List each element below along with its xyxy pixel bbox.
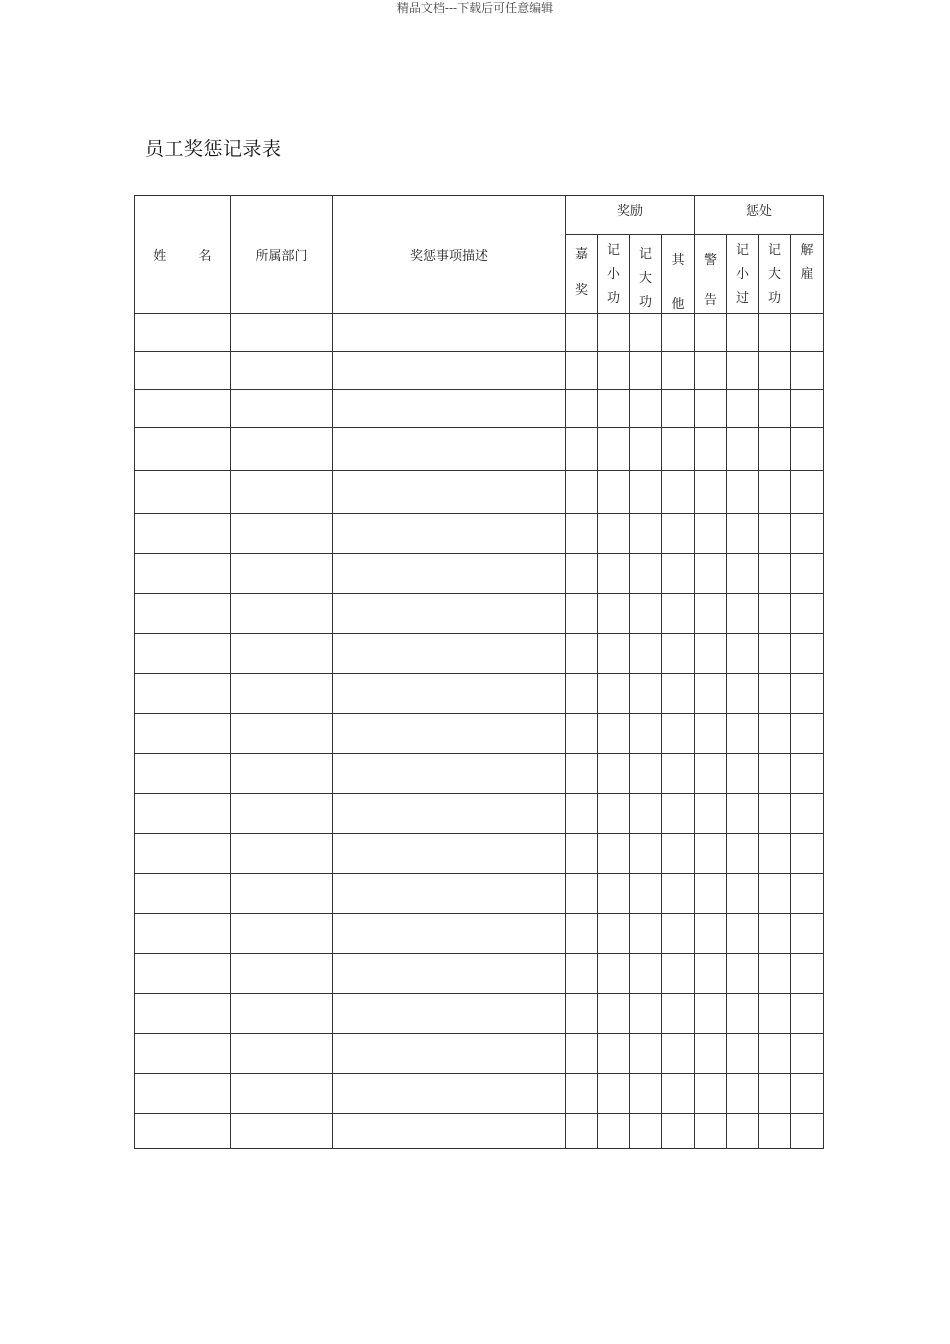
table-cell[interactable] <box>333 754 566 794</box>
table-cell[interactable] <box>695 714 727 754</box>
table-cell[interactable] <box>727 514 759 554</box>
table-cell[interactable] <box>566 754 598 794</box>
table-cell[interactable] <box>566 314 598 352</box>
table-cell[interactable] <box>333 594 566 634</box>
table-cell[interactable] <box>333 554 566 594</box>
table-cell[interactable] <box>566 874 598 914</box>
header-row-groups <box>135 196 824 235</box>
table-cell[interactable] <box>662 554 695 594</box>
table-cell[interactable] <box>630 714 662 754</box>
table-cell[interactable] <box>695 1034 727 1074</box>
table-cell[interactable] <box>791 994 824 1034</box>
table-cell[interactable] <box>791 390 824 428</box>
table-cell[interactable] <box>759 1114 791 1149</box>
table-cell[interactable] <box>695 954 727 994</box>
header-punish-major: 记 大 功 <box>759 235 791 314</box>
table-row <box>135 554 824 594</box>
table-cell[interactable] <box>598 428 630 471</box>
table-cell[interactable] <box>695 1074 727 1114</box>
table-cell[interactable] <box>759 634 791 674</box>
table-row <box>135 714 824 754</box>
table-cell[interactable] <box>662 594 695 634</box>
table-cell[interactable] <box>727 390 759 428</box>
table-cell[interactable] <box>333 954 566 994</box>
table-cell[interactable] <box>598 674 630 714</box>
table-cell[interactable] <box>231 914 333 954</box>
table-cell[interactable] <box>695 834 727 874</box>
table-cell[interactable] <box>695 352 727 390</box>
table-cell[interactable] <box>566 714 598 754</box>
table-cell[interactable] <box>759 390 791 428</box>
table-row <box>135 390 824 428</box>
table-cell[interactable] <box>598 1034 630 1074</box>
table-cell[interactable] <box>791 352 824 390</box>
table-cell[interactable] <box>662 714 695 754</box>
table-row <box>135 914 824 954</box>
table-cell[interactable] <box>231 352 333 390</box>
table-row <box>135 874 824 914</box>
table-cell[interactable] <box>333 1114 566 1149</box>
table-cell[interactable] <box>333 1034 566 1074</box>
table-row <box>135 471 824 514</box>
table-cell[interactable] <box>333 514 566 554</box>
table-cell[interactable] <box>231 314 333 352</box>
table-cell[interactable] <box>727 634 759 674</box>
table-cell[interactable] <box>231 1114 333 1149</box>
table-cell[interactable] <box>759 954 791 994</box>
table-row <box>135 834 824 874</box>
table-cell[interactable] <box>791 554 824 594</box>
table-row <box>135 1114 824 1149</box>
table-cell[interactable] <box>598 994 630 1034</box>
table-cell[interactable] <box>598 1074 630 1114</box>
table-cell[interactable] <box>333 428 566 471</box>
header-reward-commendation: 嘉 奖 <box>566 235 598 314</box>
table-cell[interactable] <box>566 390 598 428</box>
table-cell[interactable] <box>791 634 824 674</box>
table-row <box>135 1034 824 1074</box>
page-header-note: 精品文档---下载后可任意编辑 <box>396 1 554 15</box>
table-cell[interactable] <box>598 874 630 914</box>
table-cell[interactable] <box>231 874 333 914</box>
table-row <box>135 594 824 634</box>
table-cell[interactable] <box>727 554 759 594</box>
table-cell[interactable] <box>727 1114 759 1149</box>
table-cell[interactable] <box>630 1034 662 1074</box>
table-cell[interactable] <box>135 794 231 834</box>
table-cell[interactable] <box>135 594 231 634</box>
table-cell[interactable] <box>759 471 791 514</box>
table-cell[interactable] <box>333 914 566 954</box>
table-cell[interactable] <box>791 471 824 514</box>
table-cell[interactable] <box>630 754 662 794</box>
table-cell[interactable] <box>695 471 727 514</box>
table-cell[interactable] <box>231 390 333 428</box>
table-cell[interactable] <box>598 514 630 554</box>
table-cell[interactable] <box>759 1074 791 1114</box>
table-cell[interactable] <box>759 352 791 390</box>
table-cell[interactable] <box>135 674 231 714</box>
table-row <box>135 1074 824 1114</box>
table-cell[interactable] <box>231 714 333 754</box>
table-cell[interactable] <box>727 674 759 714</box>
table-cell[interactable] <box>662 1114 695 1149</box>
table-cell[interactable] <box>759 754 791 794</box>
table-cell[interactable] <box>333 834 566 874</box>
table-cell[interactable] <box>759 674 791 714</box>
table-cell[interactable] <box>231 428 333 471</box>
table-cell[interactable] <box>630 794 662 834</box>
table-cell[interactable] <box>630 874 662 914</box>
table-cell[interactable] <box>566 471 598 514</box>
table-cell[interactable] <box>791 428 824 471</box>
table-cell[interactable] <box>727 874 759 914</box>
table-cell[interactable] <box>598 352 630 390</box>
table-row <box>135 674 824 714</box>
table-cell[interactable] <box>759 428 791 471</box>
table-body <box>135 314 824 1149</box>
table-cell[interactable] <box>231 794 333 834</box>
table-cell[interactable] <box>662 954 695 994</box>
table-cell[interactable] <box>630 514 662 554</box>
table-cell[interactable] <box>333 1074 566 1114</box>
table-cell[interactable] <box>759 874 791 914</box>
table-cell[interactable] <box>791 1034 824 1074</box>
table-cell[interactable] <box>662 471 695 514</box>
table-cell[interactable] <box>727 314 759 352</box>
table-cell[interactable] <box>598 390 630 428</box>
header-reward-major-merit: 记 大 功 <box>630 235 662 314</box>
table-cell[interactable] <box>791 674 824 714</box>
table-cell[interactable] <box>662 1074 695 1114</box>
table-cell[interactable] <box>135 1074 231 1114</box>
table-cell[interactable] <box>135 471 231 514</box>
table-cell[interactable] <box>759 514 791 554</box>
table-cell[interactable] <box>695 514 727 554</box>
table-cell[interactable] <box>791 754 824 794</box>
table-cell[interactable] <box>566 834 598 874</box>
table-cell[interactable] <box>566 794 598 834</box>
table-cell[interactable] <box>662 794 695 834</box>
table-cell[interactable] <box>231 754 333 794</box>
table-row <box>135 754 824 794</box>
table-cell[interactable] <box>727 714 759 754</box>
table-cell[interactable] <box>791 1114 824 1149</box>
table-cell[interactable] <box>231 674 333 714</box>
table-cell[interactable] <box>695 794 727 834</box>
table-cell[interactable] <box>662 834 695 874</box>
table-cell[interactable] <box>727 954 759 994</box>
header-department: 所属部门 <box>231 196 333 314</box>
table-cell[interactable] <box>759 594 791 634</box>
table-cell[interactable] <box>135 954 231 994</box>
table-cell[interactable] <box>791 594 824 634</box>
table-row <box>135 428 824 471</box>
table-cell[interactable] <box>727 794 759 834</box>
table-cell[interactable] <box>566 994 598 1034</box>
table-cell[interactable] <box>231 954 333 994</box>
table-cell[interactable] <box>598 794 630 834</box>
reward-punishment-table <box>134 195 824 1149</box>
table-cell[interactable] <box>727 914 759 954</box>
table-cell[interactable] <box>662 514 695 554</box>
table-cell[interactable] <box>630 594 662 634</box>
table-cell[interactable] <box>662 428 695 471</box>
table-cell[interactable] <box>231 514 333 554</box>
table-cell[interactable] <box>566 674 598 714</box>
table-cell[interactable] <box>231 834 333 874</box>
table-cell[interactable] <box>695 994 727 1034</box>
table-cell[interactable] <box>791 874 824 914</box>
table-cell[interactable] <box>231 994 333 1034</box>
table-cell[interactable] <box>598 914 630 954</box>
table-cell[interactable] <box>759 794 791 834</box>
table-cell[interactable] <box>231 1074 333 1114</box>
table-cell[interactable] <box>333 471 566 514</box>
table-cell[interactable] <box>135 634 231 674</box>
table-cell[interactable] <box>135 714 231 754</box>
table-cell[interactable] <box>135 834 231 874</box>
table-cell[interactable] <box>598 714 630 754</box>
table-cell[interactable] <box>135 914 231 954</box>
table-cell[interactable] <box>135 428 231 471</box>
header-reward-minor-merit: 记 小 功 <box>598 235 630 314</box>
table-cell[interactable] <box>630 994 662 1034</box>
table-cell[interactable] <box>727 471 759 514</box>
table-cell[interactable] <box>791 1074 824 1114</box>
table-cell[interactable] <box>231 471 333 514</box>
table-cell[interactable] <box>630 471 662 514</box>
table-cell[interactable] <box>791 514 824 554</box>
table-cell[interactable] <box>333 994 566 1034</box>
table-cell[interactable] <box>695 390 727 428</box>
table-cell[interactable] <box>727 994 759 1034</box>
table-cell[interactable] <box>566 1074 598 1114</box>
table-row <box>135 994 824 1034</box>
table-cell[interactable] <box>135 390 231 428</box>
table-cell[interactable] <box>333 352 566 390</box>
table-cell[interactable] <box>630 1114 662 1149</box>
table-cell[interactable] <box>333 314 566 352</box>
table-cell[interactable] <box>630 352 662 390</box>
table-cell[interactable] <box>630 554 662 594</box>
header-punish-minor-demerit: 记 小 过 <box>727 235 759 314</box>
header-name: 姓 名 <box>135 196 231 314</box>
table-cell[interactable] <box>598 634 630 674</box>
table-cell[interactable] <box>727 428 759 471</box>
table-cell[interactable] <box>598 554 630 594</box>
table-cell[interactable] <box>662 1034 695 1074</box>
table-cell[interactable] <box>566 428 598 471</box>
table-row <box>135 634 824 674</box>
table-cell[interactable] <box>695 634 727 674</box>
header-punish-group: 惩处 <box>695 196 824 235</box>
table-cell[interactable] <box>662 874 695 914</box>
table-cell[interactable] <box>695 594 727 634</box>
table-cell[interactable] <box>598 314 630 352</box>
table-cell[interactable] <box>135 352 231 390</box>
header-punish-dismissal: 解 雇 <box>791 235 824 314</box>
table-cell[interactable] <box>135 754 231 794</box>
table-cell[interactable] <box>662 352 695 390</box>
header-reward-other: 其 他 <box>662 235 695 314</box>
table-cell[interactable] <box>695 914 727 954</box>
table-cell[interactable] <box>231 634 333 674</box>
table-cell[interactable] <box>695 674 727 714</box>
table-cell[interactable] <box>759 714 791 754</box>
table-cell[interactable] <box>566 514 598 554</box>
table-cell[interactable] <box>333 674 566 714</box>
table-cell[interactable] <box>566 954 598 994</box>
table-cell[interactable] <box>566 634 598 674</box>
table-cell[interactable] <box>791 314 824 352</box>
table-cell[interactable] <box>791 834 824 874</box>
table-row <box>135 514 824 554</box>
table-cell[interactable] <box>695 428 727 471</box>
table-cell[interactable] <box>630 914 662 954</box>
table-cell[interactable] <box>662 914 695 954</box>
table-cell[interactable] <box>759 994 791 1034</box>
table-cell[interactable] <box>135 874 231 914</box>
table-cell[interactable] <box>630 634 662 674</box>
table-cell[interactable] <box>566 914 598 954</box>
table-cell[interactable] <box>695 874 727 914</box>
table-cell[interactable] <box>630 314 662 352</box>
table-cell[interactable] <box>598 594 630 634</box>
table-cell[interactable] <box>759 1034 791 1074</box>
table-row <box>135 352 824 390</box>
table-cell[interactable] <box>695 754 727 794</box>
table-cell[interactable] <box>231 594 333 634</box>
table-cell[interactable] <box>695 554 727 594</box>
table-cell[interactable] <box>333 390 566 428</box>
table-cell[interactable] <box>630 674 662 714</box>
table-cell[interactable] <box>231 554 333 594</box>
table-cell[interactable] <box>695 1114 727 1149</box>
table-cell[interactable] <box>231 1034 333 1074</box>
table-cell[interactable] <box>662 994 695 1034</box>
table-row <box>135 794 824 834</box>
header-punish-warning: 警 告 <box>695 235 727 314</box>
table-cell[interactable] <box>566 1034 598 1074</box>
table-cell[interactable] <box>135 1114 231 1149</box>
table-cell[interactable] <box>727 834 759 874</box>
table-cell[interactable] <box>630 1074 662 1114</box>
table-cell[interactable] <box>333 634 566 674</box>
table-cell[interactable] <box>135 314 231 352</box>
table-cell[interactable] <box>759 554 791 594</box>
header-reward-group: 奖励 <box>566 196 695 235</box>
table-cell[interactable] <box>662 754 695 794</box>
table-cell[interactable] <box>135 994 231 1034</box>
table-cell[interactable] <box>630 834 662 874</box>
table-cell[interactable] <box>662 674 695 714</box>
table-cell[interactable] <box>727 1034 759 1074</box>
table-cell[interactable] <box>759 914 791 954</box>
table-cell[interactable] <box>727 754 759 794</box>
table-cell[interactable] <box>598 834 630 874</box>
table-cell[interactable] <box>727 1074 759 1114</box>
table-cell[interactable] <box>791 714 824 754</box>
table-cell[interactable] <box>598 471 630 514</box>
table-cell[interactable] <box>135 554 231 594</box>
table-cell[interactable] <box>135 514 231 554</box>
table-cell[interactable] <box>333 714 566 754</box>
document-title: 员工奖惩记录表 <box>145 138 282 160</box>
table-cell[interactable] <box>333 794 566 834</box>
table-cell[interactable] <box>727 594 759 634</box>
table-cell[interactable] <box>630 954 662 994</box>
table-cell[interactable] <box>598 954 630 994</box>
table-cell[interactable] <box>727 352 759 390</box>
table-row <box>135 954 824 994</box>
table-cell[interactable] <box>135 1034 231 1074</box>
table-cell[interactable] <box>566 352 598 390</box>
table-cell[interactable] <box>662 390 695 428</box>
table-cell[interactable] <box>598 1114 630 1149</box>
header-description: 奖惩事项描述 <box>333 196 566 314</box>
table-cell[interactable] <box>759 834 791 874</box>
table-cell[interactable] <box>791 794 824 834</box>
table-cell[interactable] <box>598 754 630 794</box>
table-cell[interactable] <box>791 914 824 954</box>
table-cell[interactable] <box>791 954 824 994</box>
table-cell[interactable] <box>566 1114 598 1149</box>
table-cell[interactable] <box>333 874 566 914</box>
table-cell[interactable] <box>566 554 598 594</box>
table-cell[interactable] <box>630 428 662 471</box>
table-cell[interactable] <box>759 314 791 352</box>
table-cell[interactable] <box>662 634 695 674</box>
table-cell[interactable] <box>566 594 598 634</box>
table-cell[interactable] <box>630 390 662 428</box>
